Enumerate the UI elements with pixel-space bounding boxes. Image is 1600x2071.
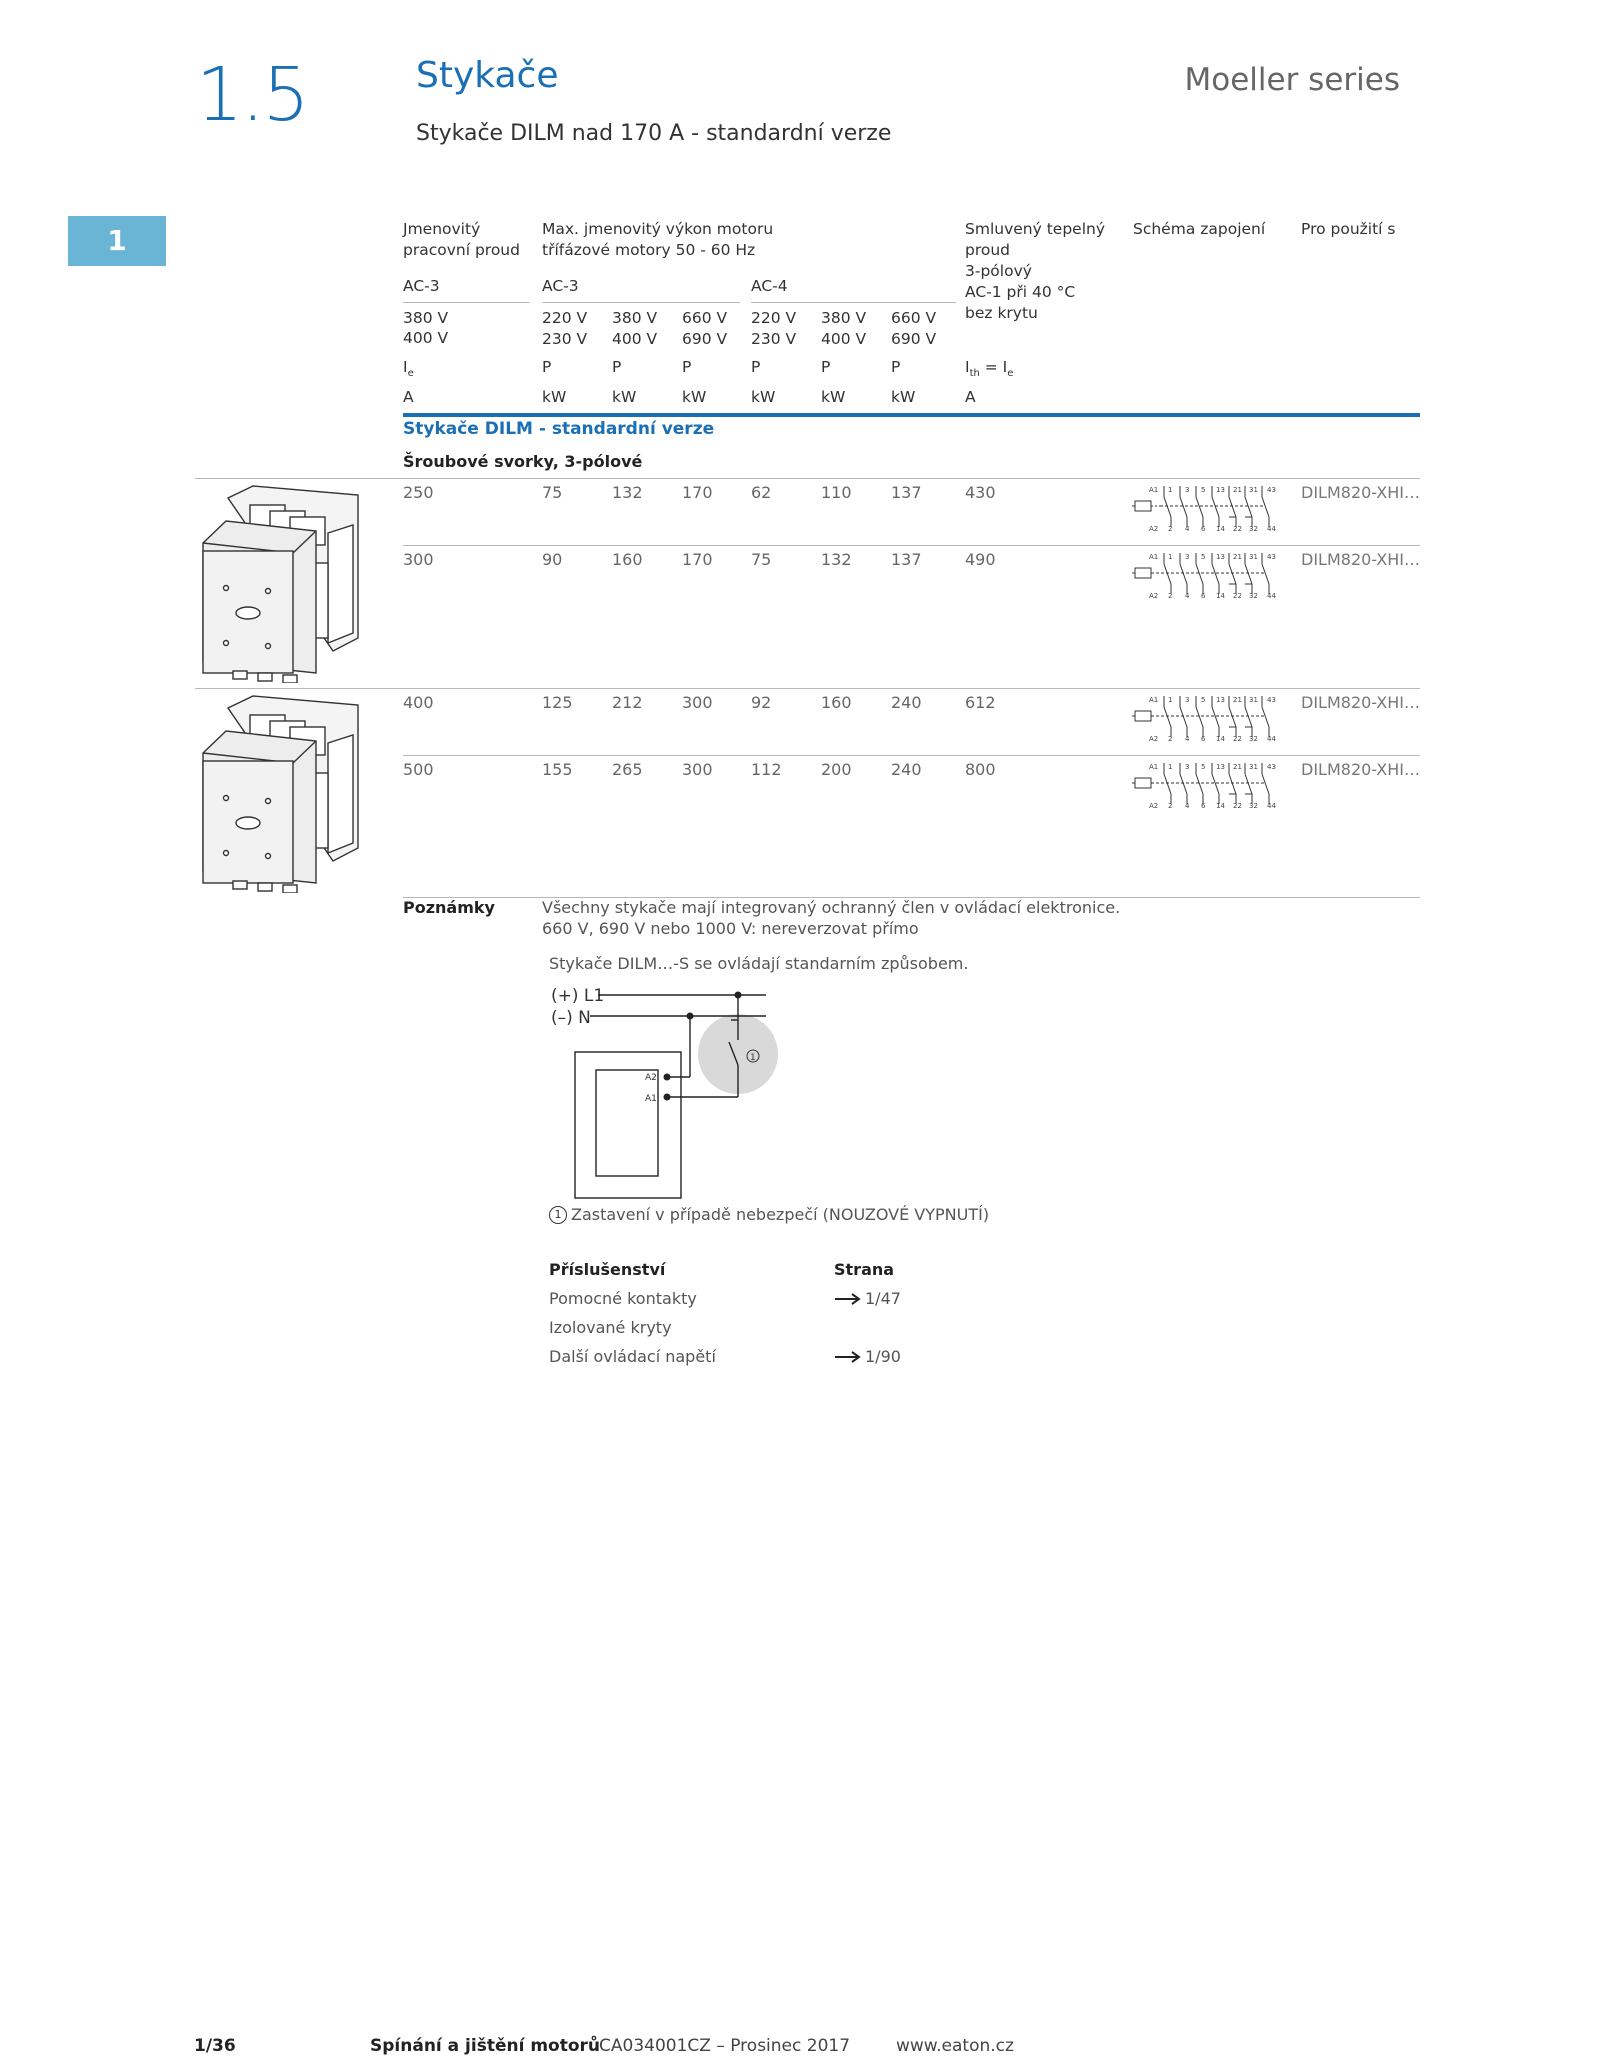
page-title: Stykače	[416, 55, 559, 96]
row-divider	[403, 755, 1420, 756]
svg-text:44: 44	[1267, 735, 1276, 743]
svg-text:4: 4	[1185, 525, 1190, 533]
power-value: 300	[682, 693, 713, 712]
svg-text:31: 31	[1249, 763, 1258, 771]
thermal-symbol: $I_{th} = I_e$	[965, 358, 1014, 380]
svg-text:21: 21	[1233, 486, 1242, 494]
power-value: 62	[751, 483, 772, 502]
arrow-right-icon	[834, 1292, 862, 1306]
table-row	[0, 693, 1600, 723]
schema-label: Schéma zapojení	[1133, 220, 1266, 238]
table-row	[0, 550, 1600, 580]
svg-text:4: 4	[1185, 802, 1190, 810]
accessory-item: Další ovládací napětí	[549, 1347, 716, 1366]
accessory-item: Izolované kryty	[549, 1318, 672, 1337]
arrow-right-icon	[834, 1350, 862, 1364]
col-ie-unit: A	[403, 388, 414, 406]
volt-col-3: 660 V 690 V	[682, 309, 728, 348]
table-row	[0, 760, 1600, 790]
power-value: 110	[821, 483, 852, 502]
chapter-tab[interactable]: 1	[68, 216, 166, 266]
rule	[751, 302, 956, 303]
contactor-product-image	[198, 693, 363, 893]
col-ie-label-1: Jmenovitý	[403, 220, 481, 238]
power-value: 132	[821, 550, 852, 569]
svg-text:22: 22	[1233, 802, 1242, 810]
order-link[interactable]: DILM820-XHI…	[1301, 760, 1420, 779]
svg-text:32: 32	[1249, 525, 1258, 533]
svg-text:14: 14	[1216, 525, 1225, 533]
notes-label: Poznámky	[403, 898, 495, 917]
power-unit-2: kW	[612, 388, 637, 406]
power-value: 240	[891, 693, 922, 712]
svg-text:2: 2	[1168, 802, 1173, 810]
svg-text:21: 21	[1233, 553, 1242, 561]
volt-col-2: 380 V 400 V	[612, 309, 658, 348]
power-value: 170	[682, 550, 713, 569]
svg-text:22: 22	[1233, 735, 1242, 743]
svg-text:A1: A1	[645, 1094, 657, 1104]
wiring-schematic	[1132, 550, 1284, 600]
svg-text:6: 6	[1201, 525, 1206, 533]
power-unit-3: kW	[682, 388, 707, 406]
thermal-unit: A	[965, 388, 976, 406]
order-link[interactable]: DILM820-XHI…	[1301, 550, 1420, 569]
svg-text:32: 32	[1249, 802, 1258, 810]
svg-text:6: 6	[1201, 735, 1206, 743]
wiring-schematic	[1132, 760, 1284, 810]
svg-text:31: 31	[1249, 486, 1258, 494]
col-ie-volt-2: 400 V	[403, 329, 449, 347]
power-value: 160	[612, 550, 643, 569]
page-reference-link[interactable]: 1/47	[834, 1289, 901, 1308]
svg-text:2: 2	[1168, 525, 1173, 533]
power-unit-5: kW	[821, 388, 846, 406]
svg-text:3: 3	[1185, 553, 1190, 561]
svg-text:A1: A1	[1149, 553, 1159, 561]
svg-text:A2: A2	[1149, 802, 1159, 810]
svg-text:43: 43	[1267, 696, 1276, 704]
power-value: 170	[682, 483, 713, 502]
col-ie-cat: AC-3	[403, 277, 440, 295]
ie-value: 400	[403, 693, 434, 712]
ie-value: 250	[403, 483, 434, 502]
page-reference-link[interactable]: 1/90	[834, 1347, 901, 1366]
svg-text:A1: A1	[1149, 696, 1159, 704]
svg-text:13: 13	[1216, 486, 1225, 494]
svg-text:44: 44	[1267, 802, 1276, 810]
svg-text:4: 4	[1185, 592, 1190, 600]
svg-text:A1: A1	[1149, 763, 1159, 771]
emergency-stop-text: Zastavení v případě nebezpečí (NOUZOVÉ VYPNUTÍ)	[571, 1205, 990, 1224]
svg-text:1: 1	[750, 1053, 756, 1063]
usage-label: Pro použití s	[1301, 220, 1396, 238]
svg-text:1: 1	[1168, 696, 1173, 704]
svg-text:1: 1	[1168, 553, 1173, 561]
volt-col-4: 220 V 230 V	[751, 309, 797, 348]
svg-text:21: 21	[1233, 696, 1242, 704]
volt-col-1: 220 V 230 V	[542, 309, 588, 348]
svg-text:A2: A2	[1149, 525, 1159, 533]
volt-col-6: 660 V 690 V	[891, 309, 937, 348]
col-ie-symbol: $I_e$	[403, 358, 414, 380]
svg-text:5: 5	[1201, 696, 1206, 704]
ac3-label: AC-3	[542, 277, 579, 295]
power-value: 160	[821, 693, 852, 712]
section-title: Stykače DILM - standardní verze	[403, 419, 715, 439]
power-value: 300	[682, 760, 713, 779]
section-number: 1.5	[196, 52, 308, 138]
power-value: 265	[612, 760, 643, 779]
svg-text:14: 14	[1216, 802, 1225, 810]
svg-text:44: 44	[1267, 592, 1276, 600]
emergency-stop-note	[549, 1205, 989, 1224]
svg-text:21: 21	[1233, 763, 1242, 771]
svg-text:A2: A2	[1149, 592, 1159, 600]
power-value: 125	[542, 693, 573, 712]
order-link[interactable]: DILM820-XHI…	[1301, 483, 1420, 502]
note-text: Všechny stykače mají integrovaný ochranný člen v ovládací elektronice.	[542, 898, 1121, 917]
note-text: Stykače DILM…-S se ovládají standarním způsobem.	[549, 954, 969, 973]
power-unit-4: kW	[751, 388, 776, 406]
footer-catalog: CA034001CZ – Prosinec 2017	[599, 2036, 851, 2056]
volt-col-5: 380 V 400 V	[821, 309, 867, 348]
power-sym-1: P	[542, 358, 552, 376]
footer-topic: Spínání a jištění motorů	[370, 2036, 601, 2056]
power-value: 92	[751, 693, 772, 712]
wiring-schematic	[1132, 693, 1284, 743]
ie-value: 300	[403, 550, 434, 569]
contactor-product-image	[198, 483, 363, 683]
col-ie-volt-1: 380 V	[403, 309, 449, 327]
svg-text:32: 32	[1249, 592, 1258, 600]
svg-text:43: 43	[1267, 486, 1276, 494]
page-ref-header: Strana	[834, 1260, 895, 1279]
svg-text:14: 14	[1216, 735, 1225, 743]
power-value: 155	[542, 760, 573, 779]
svg-text:43: 43	[1267, 553, 1276, 561]
power-value: 90	[542, 550, 563, 569]
svg-text:5: 5	[1201, 486, 1206, 494]
svg-text:4: 4	[1185, 735, 1190, 743]
power-unit-1: kW	[542, 388, 567, 406]
series-label: Moeller series	[1184, 62, 1400, 98]
ith-value: 612	[965, 693, 996, 712]
svg-text:6: 6	[1201, 592, 1206, 600]
footnote-marker: 1	[549, 1206, 567, 1224]
accessory-item: Pomocné kontakty	[549, 1289, 697, 1308]
svg-text:(+) L1: (+) L1	[551, 986, 605, 1006]
svg-text:2: 2	[1168, 735, 1173, 743]
power-value: 200	[821, 760, 852, 779]
control-wiring-diagram	[548, 980, 788, 1205]
power-value: 137	[891, 483, 922, 502]
rule	[403, 302, 530, 303]
motor-label-1: Max. jmenovitý výkon motoru	[542, 220, 774, 238]
footer-website[interactable]: www.eaton.cz	[896, 2036, 1014, 2056]
power-unit-6: kW	[891, 388, 916, 406]
power-sym-6: P	[891, 358, 901, 376]
note-text: 660 V, 690 V nebo 1000 V: nereverzovat přímo	[542, 919, 919, 938]
row-divider	[195, 478, 1420, 479]
ith-value: 430	[965, 483, 996, 502]
power-sym-2: P	[612, 358, 622, 376]
ac4-label: AC-4	[751, 277, 788, 295]
svg-text:13: 13	[1216, 696, 1225, 704]
svg-text:14: 14	[1216, 592, 1225, 600]
svg-text:2: 2	[1168, 592, 1173, 600]
svg-text:(–) N: (–) N	[551, 1008, 591, 1028]
svg-text:3: 3	[1185, 486, 1190, 494]
svg-text:1: 1	[1168, 763, 1173, 771]
power-sym-5: P	[821, 358, 831, 376]
power-value: 212	[612, 693, 643, 712]
svg-text:A2: A2	[645, 1073, 657, 1083]
accessories-header: Příslušenství	[549, 1260, 666, 1279]
svg-text:A1: A1	[1149, 486, 1159, 494]
svg-text:13: 13	[1216, 553, 1225, 561]
svg-text:6: 6	[1201, 802, 1206, 810]
power-value: 137	[891, 550, 922, 569]
ith-value: 800	[965, 760, 996, 779]
power-value: 75	[542, 483, 563, 502]
svg-text:3: 3	[1185, 696, 1190, 704]
svg-text:5: 5	[1201, 553, 1206, 561]
thermal-label: Smluvený tepelný proud 3-pólový AC-1 při 40 °C bez krytu	[965, 220, 1105, 322]
svg-text:31: 31	[1249, 696, 1258, 704]
svg-text:44: 44	[1267, 525, 1276, 533]
order-link[interactable]: DILM820-XHI…	[1301, 693, 1420, 712]
subsection-title: Šroubové svorky, 3-pólové	[403, 452, 643, 471]
svg-text:1: 1	[1168, 486, 1173, 494]
table-row	[0, 483, 1600, 513]
col-ie-label-2: pracovní proud	[403, 241, 520, 259]
svg-text:22: 22	[1233, 592, 1242, 600]
power-value: 112	[751, 760, 782, 779]
rule	[542, 302, 740, 303]
power-value: 75	[751, 550, 772, 569]
svg-text:5: 5	[1201, 763, 1206, 771]
page-subtitle: Stykače DILM nad 170 A - standardní verze	[416, 121, 892, 146]
ith-value: 490	[965, 550, 996, 569]
power-sym-3: P	[682, 358, 692, 376]
power-value: 240	[891, 760, 922, 779]
svg-text:22: 22	[1233, 525, 1242, 533]
svg-text:13: 13	[1216, 763, 1225, 771]
row-divider	[403, 545, 1420, 546]
footer-page-number: 1/36	[194, 2036, 236, 2056]
header-divider	[403, 413, 1420, 417]
svg-text:3: 3	[1185, 763, 1190, 771]
power-sym-4: P	[751, 358, 761, 376]
row-divider	[195, 688, 1420, 689]
wiring-schematic	[1132, 483, 1284, 533]
svg-text:43: 43	[1267, 763, 1276, 771]
svg-text:32: 32	[1249, 735, 1258, 743]
svg-text:31: 31	[1249, 553, 1258, 561]
ie-value: 500	[403, 760, 434, 779]
motor-label-2: třífázové motory 50 - 60 Hz	[542, 241, 756, 259]
power-value: 132	[612, 483, 643, 502]
svg-text:A2: A2	[1149, 735, 1159, 743]
